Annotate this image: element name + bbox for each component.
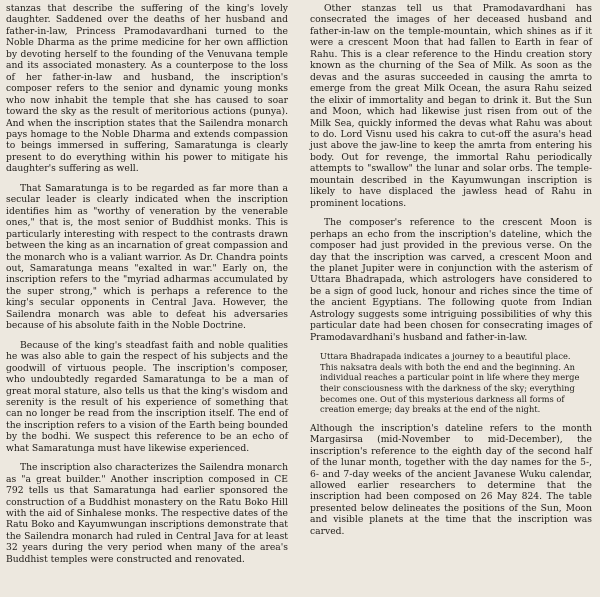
left-column (6, 3, 288, 573)
paragraph-suffering-daughter: stanzas that describe the suffering of the king's lovely daughter. Saddened over the deaths of her husband and father-in-law, Princess Pramodavardhani turned to the Noble Dharma as the prime medicine for her own affliction by devoting herself to the founding of the Venuvana temple and its associated monastery. As a counterpose to the loss of her father-in-law and husband, the inscription's composer refers to the senior and dynamic young monks who now inhabit the temple that she has caused to soar toward the sky as the result of meritorious actions (punya). And when the inscription states that the Sailendra monarch pays homage to the Noble Dharma and extends compassion to beings immersed in suffering, Samaratunga is clearly present to do everything within his power to mitigate his daughter's suffering as well. (6, 3, 288, 175)
paragraph-dateline: The composer's reference to the crescent Moon is perhaps an echo from the inscription's dateline, which the composer had just provided in the previous verse. On the day that the inscription was carved, a crescent Moon and the planet Jupiter were in conjunction with the asterism of Uttara Bhadrapada, which astrologers have considered to be a sign of good luck, honour and riches since the time of the ancient Egyptians. The following quote from Indian Astrology suggests some intriguing possibilities of why this particular date had been chosen for consecrating images of Pramodavardhani's husband and father-in-law. (310, 217, 592, 343)
quote-text: Uttara Bhadrapada indicates a journey to a beautiful place. This naksatra deals with both the end and the beginning. An individual reaches a particular point in life where they merge their consciousness with the darkness of the sky; everything becomes one. Out of this mysterious darkness all forms of creation emerge; day breaks at the end of the night. (320, 351, 580, 415)
paragraph-crescent-moon-rahu: Other stanzas tell us that Pramodavardhani has consecrated the images of her deceased husband and father-in-law on the temple-mountain, which shines as if it were a crescent Moon that had fallen to Earth in fear of Rahu. This is a clear reference to the Hindu creation story known as the churning of the Sea of Milk. As soon as the devas and the asuras succeeded in causing the amrta to emerge from the great Milk Ocean, the asura Rahu seized the elixir of immortality and began to drink it. But the Sun and Moon, which had likewise just risen from out of the Milk Sea, quickly informed the devas what Rahu was about to do. Lord Visnu used his cakra to cut-off the asura's head just above the jaw-line to keep the amrta from entering his body. Out for revenge, the immortal Rahu periodically attempts to "swallow" the lunar and solar orbs. The temple-mountain described in the Kayumwungan inscription is likely to have displaced the jawless head of Rahu in prominent locations. (310, 3, 592, 209)
paragraph-great-builder: The inscription also characterizes the Sailendra monarch as "a great builder." Another inscription composed in CE 792 tells us that Samaratunga had earlier sponsored the construction of a Buddhist monastery on the Ratu Boko Hill with the aid of Sinhalese monks. The respective dates of the Ratu Boko and Kayumwungan inscriptions demonstrate that the Sailendra monarch had ruled in Central Java for at least 32 years during the very period when many of the area's Buddhist temples were constructed and renovated. (6, 462, 288, 565)
paragraph-steadfast-faith: Because of the king's steadfast faith and noble qualities he was also able to gain the respect of his subjects and the goodwill of virtuous people. The inscription's composer, who undoubtedly regarded Samaratunga to be a man of great moral stature, also tells us that the king's wisdom and serenity is the result of his experience of something that can no longer be read from the inscription itself. The end of the inscription refers to a vision of the Earth being bounded by the bodhi. We suspect this reference to be an echo of what Samaratunga must have likewise experienced. (6, 339, 288, 454)
paragraph-margasirsa: Although the inscription's dateline refers to the month Margasirsa (mid-November to mid-December), the inscription's reference to the eighth day of the second half of the lunar month, together with the day names for the 5-, 6- and 7-day weeks of the ancient Javanese Wuku calendar, allowed earlier researchers to determine that the inscription had been composed on 26 May 824. The table presented below delineates the positions of the Sun, Moon and visible planets at the time that the inscription was carved. (310, 422, 592, 537)
block-quote (320, 351, 584, 415)
right-column (310, 3, 592, 545)
paragraph-veneration: That Samaratunga is to be regarded as far more than a secular leader is clearly indicated when the inscription identifies him as "worthy of veneration by the venerable ones," that is, the most senior of Buddhist monks. This is particularly interesting with respect to the contrasts drawn between the king as an incarnation of great compassion and the monarch who is a valiant warrior. As Dr. Chandra points out, Samaratunga means "exalted in war." Early on, the inscription refers to the "myriad adharmas accumulated by the super strong," which is perhaps a reference to the king's secular opponents in Central Java. However, the Sailendra monarch was able to defeat his adversaries because of his absolute faith in the Noble Doctrine. (6, 182, 288, 332)
